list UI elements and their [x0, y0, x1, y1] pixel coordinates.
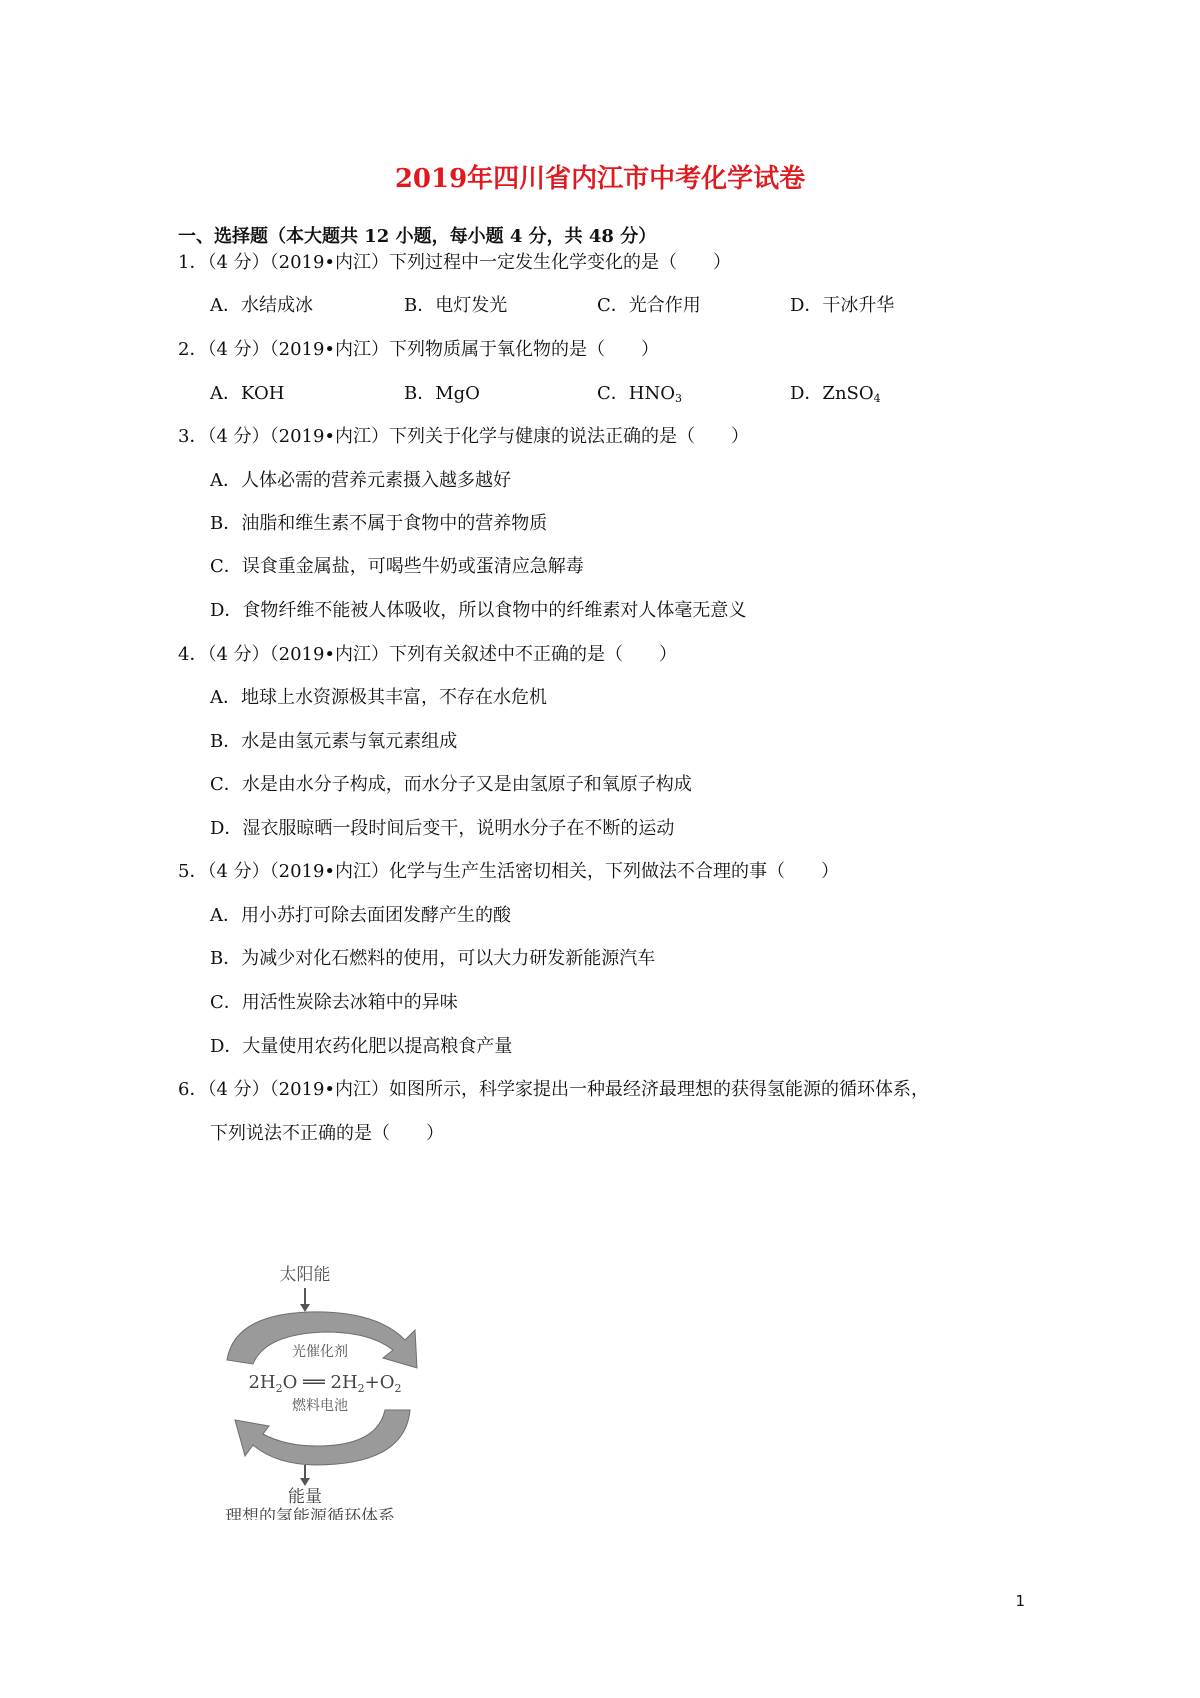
question-stem: （4 分）（2019•内江）下列物质属于氧化物的是（ ）: [207, 339, 660, 360]
page-number: 1: [1015, 1592, 1025, 1610]
energy-label: 能量: [288, 1487, 322, 1507]
question-stem: （4 分）（2019•内江）化学与生产生活密切相关，下列做法不合理的事（ ）: [207, 861, 840, 882]
option: B．油脂和维生素不属于食物中的营养物质: [210, 513, 548, 534]
option: C．$HNO_3$: [597, 383, 682, 405]
question-4: [178, 640, 677, 666]
option: D．干冰升华: [790, 295, 895, 316]
fuel-cell-label: 燃料电池: [292, 1398, 348, 1414]
option: A．人体必需的营养元素摄入越多越好: [210, 470, 511, 491]
question-stem: （4 分）（2019•内江）下列过程中一定发生化学变化的是（ ）: [207, 252, 732, 273]
option: A．用小苏打可除去面团发酵产生的酸: [210, 905, 511, 926]
option: D．湿衣服晾晒一段时间后变干，说明水分子在不断的运动: [210, 818, 675, 839]
option: C．误食重金属盐，可喝些牛奶或蛋清应急解毒: [210, 556, 584, 577]
question-5: [178, 857, 839, 883]
option: C．水是由水分子构成，而水分子又是由氢原子和氧原子构成: [210, 774, 692, 795]
catalyst-label: 光催化剂: [292, 1344, 348, 1360]
question-number: 5．: [178, 861, 208, 882]
lower-cycle-arrow-icon: [235, 1410, 410, 1465]
option: B．水是由氢元素与氧元素组成: [210, 731, 458, 752]
option: D．ZnSO$_4$: [790, 383, 881, 405]
question-number: 6．: [178, 1079, 208, 1100]
arrow-head-icon: [300, 1304, 310, 1312]
question-3: [178, 422, 749, 448]
question-number: 2．: [178, 339, 208, 360]
option: B．为减少对化石燃料的使用，可以大力研发新能源汽车: [210, 948, 656, 969]
solar-energy-label: 太阳能: [279, 1265, 331, 1285]
question-number: 4．: [178, 644, 208, 665]
question-6: [178, 1075, 929, 1101]
option: A．水结成冰: [210, 295, 313, 316]
option: A．地球上水资源极其丰富，不存在水危机: [210, 687, 547, 708]
option: D．食物纤维不能被人体吸收，所以食物中的纤维素对人体毫无意义: [210, 600, 747, 621]
option: C．用活性炭除去冰箱中的异味: [210, 992, 458, 1013]
option: C．光合作用: [597, 295, 701, 316]
question-1: [178, 248, 731, 274]
question-stem: （4 分）（2019•内江）下列有关叙述中不正确的是（ ）: [207, 644, 678, 665]
question-stem: （4 分）（2019•内江）如图所示，科学家提出一种最经济最理想的获得氢能源的循环体系，: [207, 1079, 930, 1100]
equation: $2H_2O$ ══ $2H_2+O_2$: [248, 1372, 402, 1395]
option: D．大量使用农药化肥以提高粮食产量: [210, 1036, 513, 1057]
hydrogen-cycle-figure: [205, 1260, 475, 1520]
cycle-diagram: [205, 1260, 475, 1520]
figure-caption: 理想的氢能源循环体系: [225, 1507, 395, 1520]
question-stem-continued: 下列说法不正确的是（ ）: [210, 1123, 444, 1144]
option: A．KOH: [210, 383, 285, 404]
question-2: [178, 335, 659, 361]
question-number: 3．: [178, 426, 208, 447]
arrow-head-icon: [300, 1478, 310, 1486]
question-stem: （4 分）（2019•内江）下列关于化学与健康的说法正确的是（ ）: [207, 426, 750, 447]
section-heading: 一、选择题（本大题共 12 小题，每小题 4 分，共 48 分）: [178, 226, 657, 247]
page-title: 2019年四川省内江市中考化学试卷: [394, 164, 806, 194]
option: B．MgO: [404, 383, 480, 404]
question-number: 1．: [178, 252, 208, 273]
option: B．电灯发光: [404, 295, 508, 316]
